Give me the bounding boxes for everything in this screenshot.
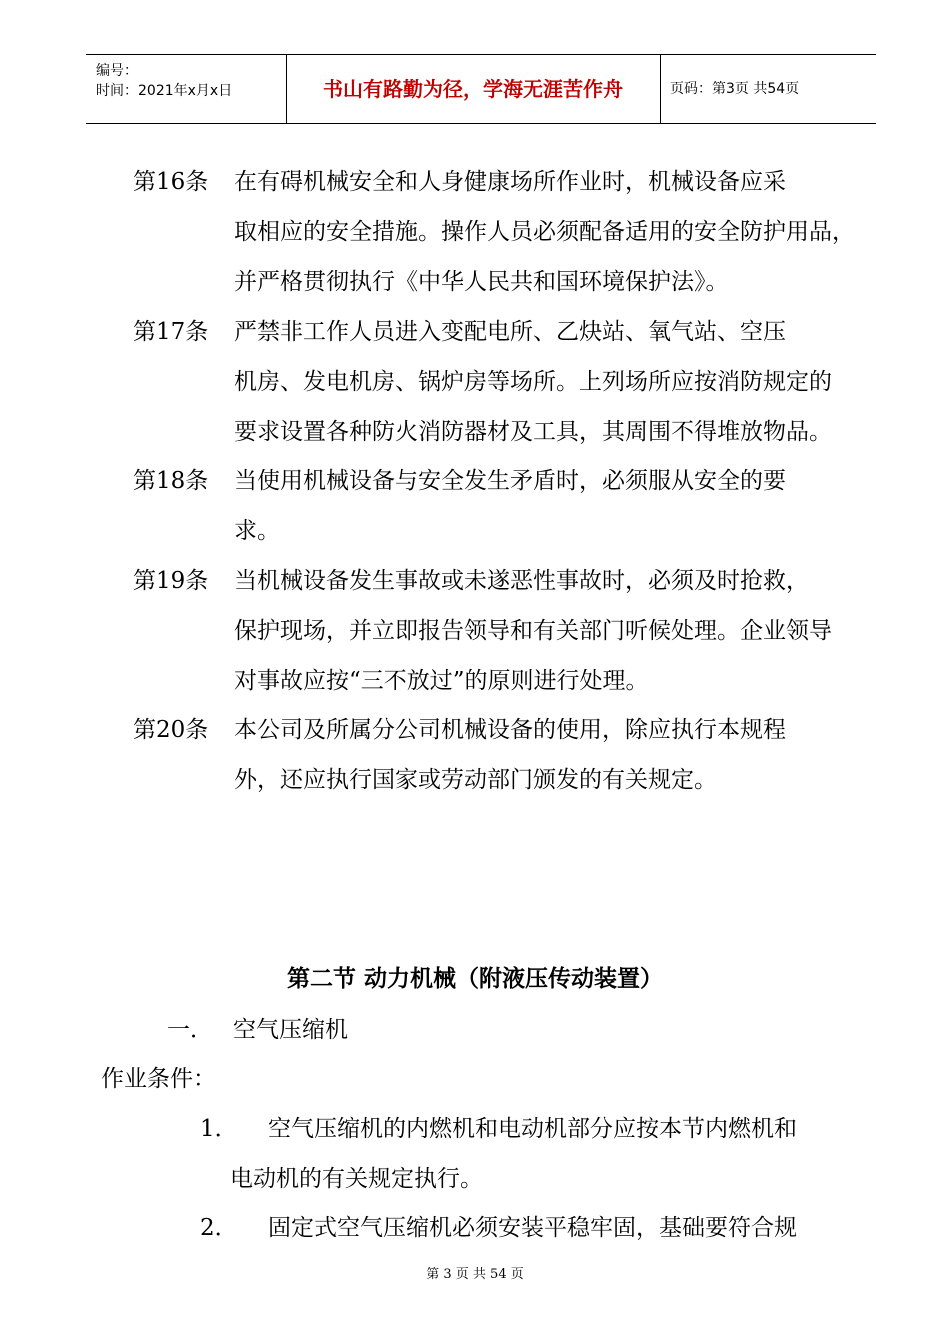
article-text: 在有碍机械安全和人身健康场所作业时，机械设备应采 取相应的安全措施。操作人员必须配备适用的安全防护用品， 并严格贯彻执行《中华人民共和国环境保护法》。 bbox=[234, 169, 855, 295]
section-title: 第二节 动力机械（附液压传动装置） bbox=[286, 966, 663, 992]
article-16 bbox=[133, 157, 873, 307]
article-20 bbox=[133, 705, 873, 805]
article-number: 第20条 bbox=[133, 717, 209, 743]
list-item-number: 1． bbox=[200, 1116, 238, 1142]
header-meta bbox=[96, 61, 286, 101]
header-time: 时间：2021年x月x日 bbox=[96, 83, 233, 99]
list-item-text: 空气压缩机的内燃机和电动机部分应按本节内燃机和 电动机的有关规定执行。 bbox=[230, 1116, 797, 1192]
article-17 bbox=[133, 307, 873, 457]
article-number: 第17条 bbox=[133, 319, 209, 345]
article-number: 第18条 bbox=[133, 468, 209, 494]
subsection-title: 空气压缩机 bbox=[233, 1017, 348, 1043]
page-header bbox=[86, 54, 876, 124]
conditions-label: 作业条件： bbox=[101, 1066, 216, 1092]
list-item bbox=[200, 1203, 870, 1253]
subsection-heading bbox=[167, 1005, 348, 1055]
subsection-number: 一． bbox=[167, 1017, 213, 1043]
article-number: 第19条 bbox=[133, 568, 209, 594]
header-motto: 书山有路勤为径，学海无涯苦作舟 bbox=[323, 77, 623, 101]
article-18 bbox=[133, 456, 873, 556]
article-text: 当使用机械设备与安全发生矛盾时，必须服从安全的要 求。 bbox=[234, 468, 786, 544]
article-19 bbox=[133, 556, 873, 706]
header-page-number: 页码：第3页 共54页 bbox=[670, 81, 800, 97]
header-divider bbox=[660, 55, 661, 123]
list-item-text: 固定式空气压缩机必须安装平稳牢固，基础要符合规 bbox=[268, 1215, 797, 1241]
article-text: 当机械设备发生事故或未遂恶性事故时，必须及时抢救， 保护现场，并立即报告领导和有关部门听候处理。企业领导 对事故应按“三不放过”的原则进行处理。 bbox=[234, 568, 832, 694]
header-serial: 编号： bbox=[96, 63, 138, 79]
page-footer: 第 3 页 共 54 页 bbox=[426, 1267, 524, 1282]
article-number: 第16条 bbox=[133, 169, 209, 195]
article-text: 本公司及所属分公司机械设备的使用，除应执行本规程 外，还应执行国家或劳动部门颁发的有关规定。 bbox=[234, 717, 786, 793]
list-item-number: 2． bbox=[200, 1215, 238, 1241]
list-item bbox=[200, 1104, 870, 1204]
article-text: 严禁非工作人员进入变配电所、乙炔站、氧气站、空压 机房、发电机房、锅炉房等场所。上列场所应按消防规定的 要求设置各种防火消防器材及工具，其周围不得堆放物品。 bbox=[234, 319, 832, 445]
